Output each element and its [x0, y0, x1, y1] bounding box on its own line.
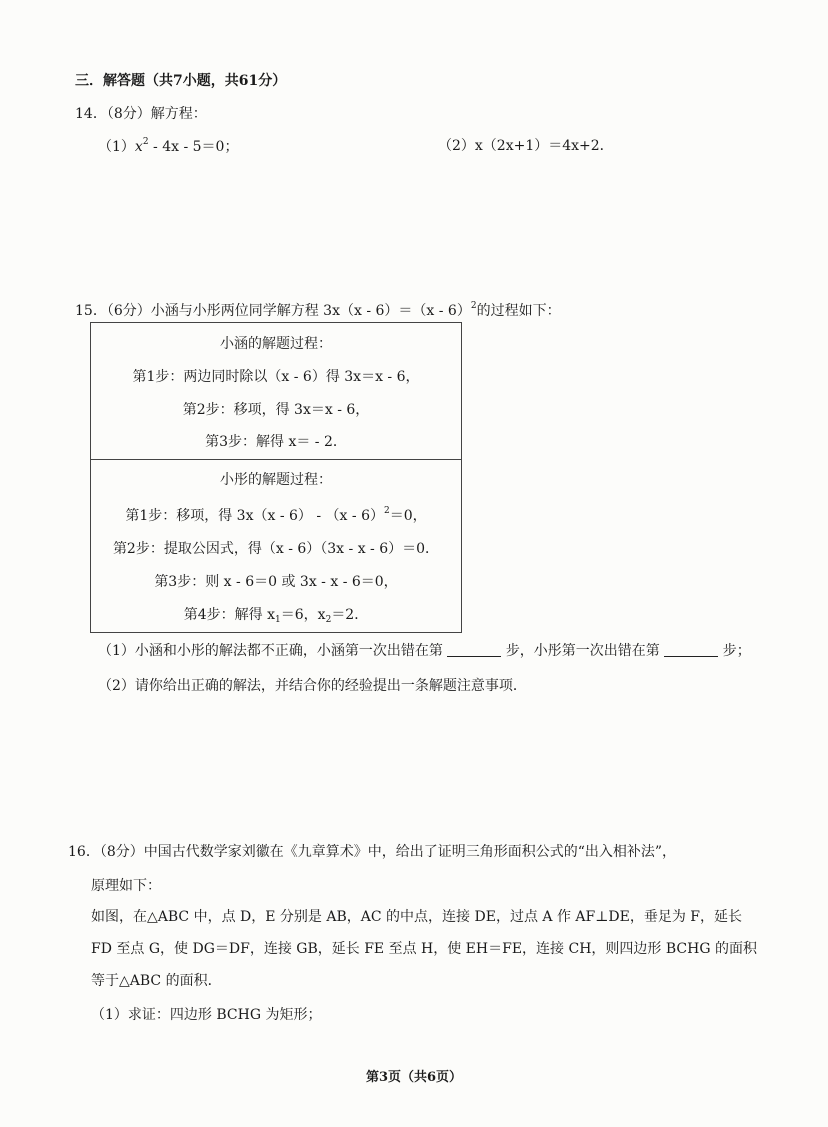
xiaotong-step-3: 第3步：则 x - 6＝0 或 3x - x - 6＝0，: [154, 574, 398, 590]
q15-part1-text-a: （1）小涵和小彤的解法都不正确，小涵第一次出错在第: [98, 643, 443, 659]
q16-line-3: 如图，在△ABC 中，点 D，E 分别是 AB，AC 的中点，连接 DE，过点 A 作 AF⊥DE，垂足为 F，延长: [91, 909, 743, 925]
xiaotong-step-4: [91, 606, 461, 626]
q16-heading: 16．（8分）中国古代数学家刘徽在《九章算术》中，给出了证明三角形面积公式的“出入相补法”，: [68, 844, 677, 860]
xiaotong-step-4-c: ＝2．: [331, 607, 369, 623]
xiaotong-step-1: [91, 507, 461, 527]
q16-line-4: FD 至点 G，使 DG＝DF，连接 GB，延长 FE 至点 H，使 EH＝FE，连接 CH，则四边形 BCHG 的面积: [91, 941, 757, 957]
q14-part1-label: （1）: [98, 139, 135, 155]
page-footer: 第3页（共6页）: [365, 1070, 463, 1085]
q15-answer-blank-1[interactable]: [447, 642, 501, 657]
q15-part1: [98, 642, 751, 660]
q14-part2: （2）x（2x+1）＝4x+2．: [438, 138, 614, 154]
xiaotong-step-1-exponent: 2: [384, 506, 390, 516]
q16-line-2: 原理如下：: [91, 878, 161, 894]
xiaotong-step-1-main: 第1步：移项，得 3x（x - 6） - （x - 6）: [125, 508, 384, 524]
q15-answer-blank-2[interactable]: [664, 642, 718, 657]
xiaohan-solution-box: [90, 322, 462, 460]
xiaohan-step-2: 第2步：移项，得 3x＝x - 6，: [182, 402, 370, 418]
q14-part1-exponent: 2: [142, 137, 149, 147]
xiaotong-title: 小彤的解题过程：: [220, 472, 332, 488]
q14-heading: 14．（8分）解方程：: [75, 106, 207, 122]
q15-heading: [75, 302, 561, 322]
q14-part1: [98, 138, 238, 158]
q15-part1-text-c: 步；: [722, 643, 751, 659]
xiaotong-step-4-sub2: 2: [325, 615, 332, 625]
xiaohan-step-1: 第1步：两边同时除以（x - 6）得 3x＝x - 6，: [132, 369, 420, 385]
q15-heading-main: 15．（6分）小涵与小彤两位同学解方程 3x（x - 6）＝（x - 6）: [75, 303, 471, 319]
xiaotong-solution-box: [90, 459, 462, 633]
q16-part1: （1）求证：四边形 BCHG 为矩形；: [91, 1007, 322, 1023]
q16-line-5: 等于△ABC 的面积．: [91, 973, 222, 989]
section-title: 三．解答题（共7小题，共61分）: [75, 73, 287, 89]
xiaotong-step-1-tail: ＝0，: [389, 508, 427, 524]
q15-part2: （2）请你给出正确的解法，并结合你的经验提出一条解题注意事项．: [98, 678, 527, 694]
q14-part1-rest: - 4x - 5＝0；: [148, 139, 239, 155]
xiaotong-step-4-b: ＝6，x: [280, 607, 326, 623]
xiaohan-step-3: 第3步：解得 x＝ - 2．: [205, 434, 347, 450]
q15-heading-tail: 的过程如下：: [476, 303, 561, 319]
q15-part1-text-b: 步，小彤第一次出错在第: [505, 643, 660, 659]
q14-part1-var: x: [134, 139, 143, 155]
q15-heading-exponent: 2: [470, 301, 477, 311]
xiaotong-step-2: 第2步：提取公因式，得（x - 6）（3x - x - 6）＝0．: [112, 541, 440, 557]
xiaohan-title: 小涵的解题过程：: [220, 336, 332, 352]
xiaotong-step-4-a: 第4步：解得 x: [183, 607, 276, 623]
xiaotong-step-4-sub1: 1: [275, 615, 281, 625]
